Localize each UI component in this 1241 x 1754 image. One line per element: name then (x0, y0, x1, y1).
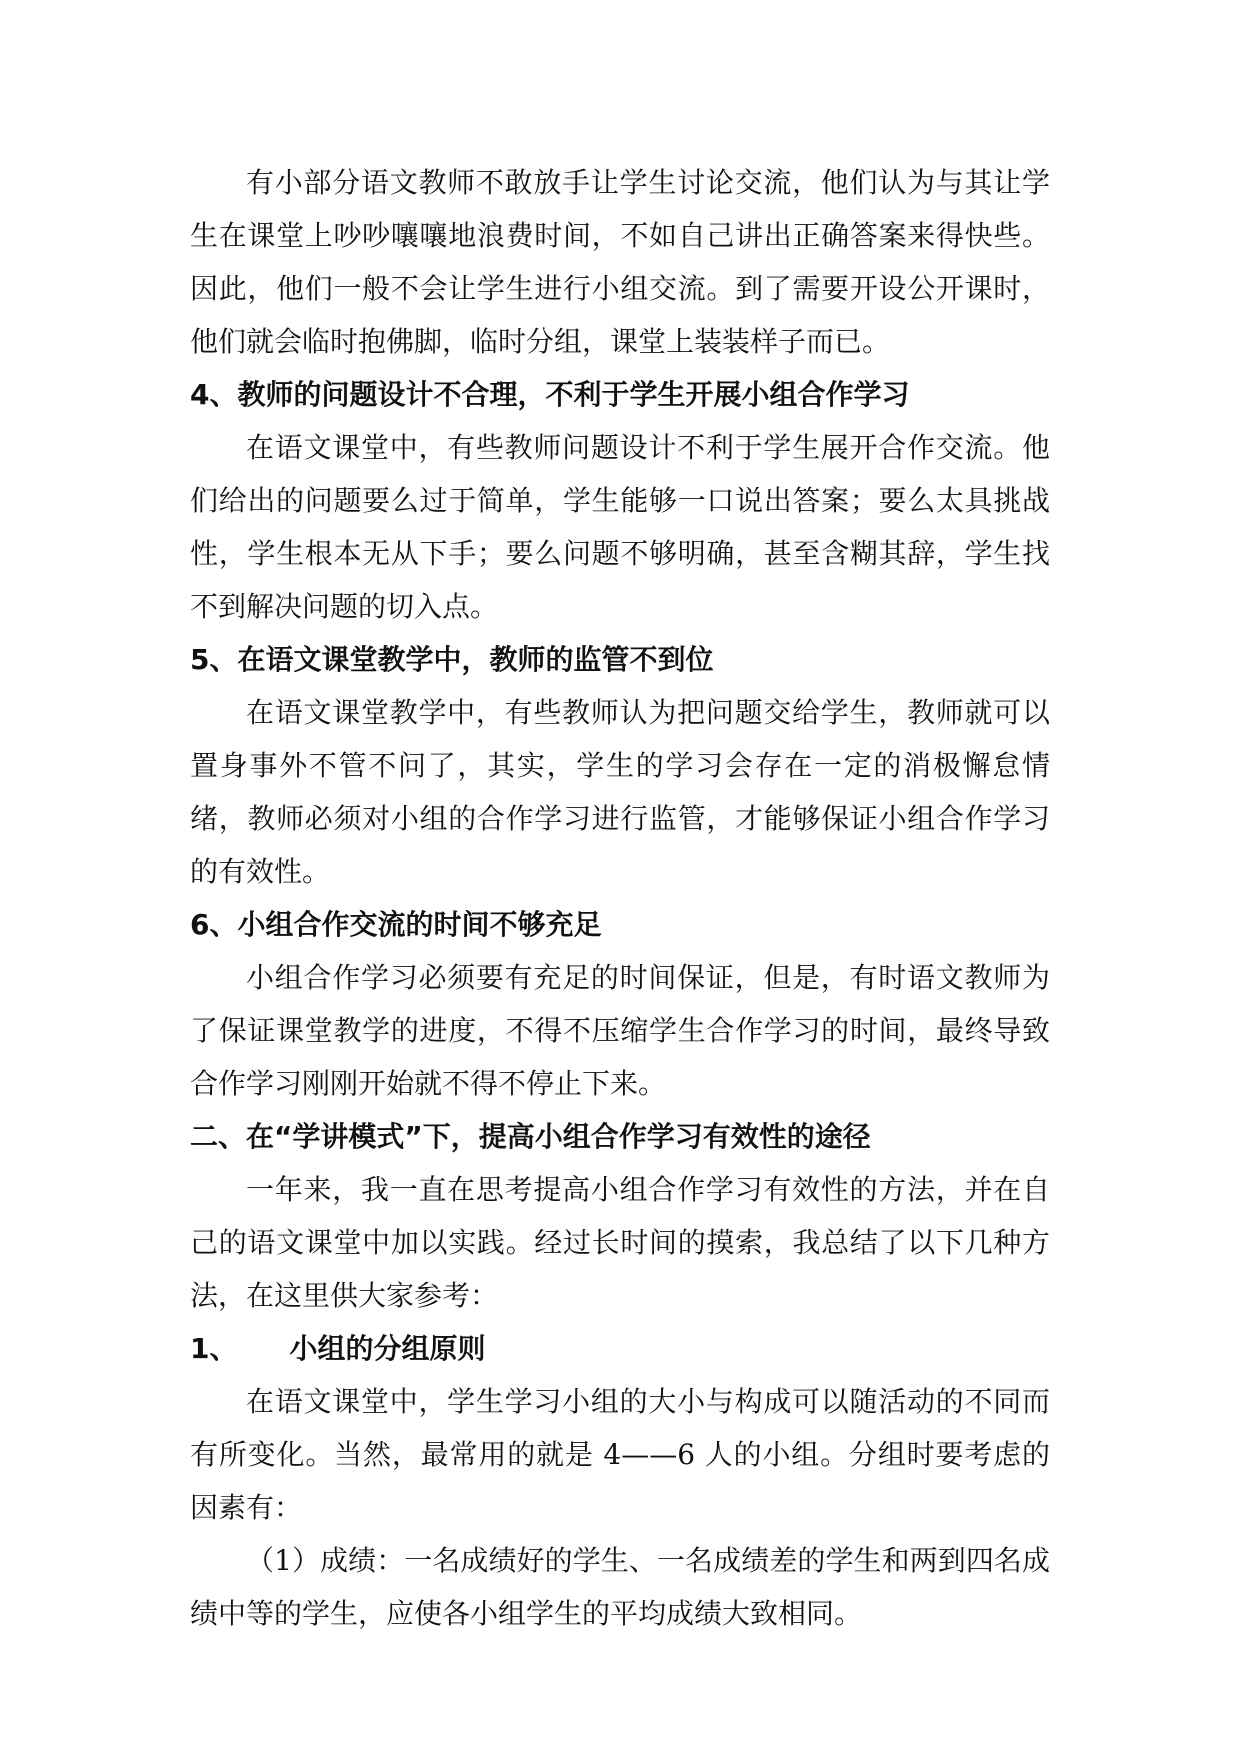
paragraph: （1）成绩：一名成绩好的学生、一名成绩差的学生和两到四名成绩中等的学生，应使各小组学生的平均成绩大致相同。 (190, 1544, 1050, 1630)
paragraph: 小组合作学习必须要有充足的时间保证，但是，有时语文教师为了保证课堂教学的进度，不得不压缩学生合作学习的时间，最终导致合作学习刚刚开始就不得不停止下来。 (190, 961, 1050, 1100)
paragraph: 一年来，我一直在思考提高小组合作学习有效性的方法，并在自己的语文课堂中加以实践。经过长时间的摸索，我总结了以下几种方法，在这里供大家参考： (190, 1173, 1050, 1312)
section-heading: 4、教师的问题设计不合理，不利于学生开展小组合作学习 (190, 378, 910, 411)
heading-text: 小组的分组原则 (289, 1332, 486, 1365)
paragraph: 在语文课堂中，学生学习小组的大小与构成可以随活动的不同而有所变化。当然，最常用的就是 4——6 人的小组。分组时要考虑的因素有： (190, 1385, 1050, 1524)
paragraph: 有小部分语文教师不敢放手让学生讨论交流，他们认为与其让学生在课堂上吵吵嚷嚷地浪费时间，不如自己讲出正确答案来得快些。因此，他们一般不会让学生进行小组交流。到了需要开设公开课时，他们就会临时抱佛脚，临时分组，课堂上装装样子而已。 (190, 166, 1050, 358)
chapter-heading: 二、在“学讲模式”下，提高小组合作学习有效性的途径 (190, 1120, 871, 1153)
document-body (190, 156, 1050, 1640)
heading-number: 1、 (190, 1332, 238, 1365)
paragraph: 在语文课堂教学中，有些教师认为把问题交给学生，教师就可以置身事外不管不问了，其实，学生的学习会存在一定的消极懈怠情绪，教师必须对小组的合作学习进行监管，才能够保证小组合作学习的有效性。 (190, 696, 1050, 888)
section-heading: 5、在语文课堂教学中，教师的监管不到位 (190, 643, 714, 676)
paragraph: 在语文课堂中，有些教师问题设计不利于学生展开合作交流。他们给出的问题要么过于简单，学生能够一口说出答案；要么太具挑战性，学生根本无从下手；要么问题不够明确，甚至含糊其辞，学生找不到解决问题的切入点。 (190, 431, 1050, 623)
section-heading: 6、小组合作交流的时间不够充足 (190, 908, 602, 941)
numbered-heading (190, 1322, 1050, 1375)
